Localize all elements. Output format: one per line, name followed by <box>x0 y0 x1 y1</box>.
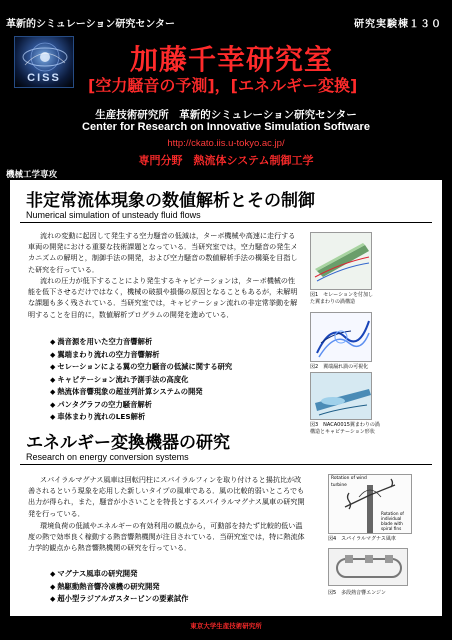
list-item: ◆ セレーションによる翼の空力騒音の低減に関する研究 <box>50 361 232 374</box>
figure-2-caption: 図2 翼端漏れ渦の可視化 <box>310 364 369 370</box>
figure-2-tip-vortex <box>310 312 372 362</box>
ciss-logo <box>14 36 74 88</box>
list-item: ◆ キャビテーション流れ予測手法の高度化 <box>50 374 232 387</box>
logo-text: CISS <box>27 72 61 84</box>
list-item: ◆ 熱流体音響現象の超並列計算システムの開発 <box>50 386 232 399</box>
list-item: ◆ 渦音源を用いた空力音響解析 <box>50 336 232 349</box>
list-item: ◆ パンタグラフの空力騒音解析 <box>50 399 232 412</box>
list-item: ◆ マグナス風車の研究開発 <box>50 568 188 581</box>
section1-paragraph-1: 流れの変動に起因して発生する空力騒音の低減は，ターボ機械や高速に走行する車両の開発における重要な技術課題となっている．当研究室では，空力騒音の発生メカニズムの解明と，制御手法の開発，および空力騒音の数値解析手法の構築を目指した研究を行っている． <box>28 231 298 274</box>
list-item: ◆ 車体まわり流れのLES解析 <box>50 411 232 424</box>
section2-paragraph-1: スパイラルマグナス風車は回転円柱にスパイラルフィンを取り付けると揚抗比が改善されるという現象を応用した新しいタイプの風車である．風の比較的弱いところでも出力が得られ，また，騒音が小さいことを特長とするスパイラルマグナス風車の研究開発を行っている． <box>28 475 305 518</box>
section2-subtitle: Research on energy conversion systems <box>26 452 189 462</box>
figure-5-thermoacoustic-engine <box>328 548 408 586</box>
section2-divider <box>20 464 432 465</box>
specialty-field: 専門分野 熱流体システム制御工学 <box>138 154 314 167</box>
list-item: ◆ 超小型ラジアルガスタービンの要素試作 <box>50 593 188 606</box>
list-item: ◆ 翼端まわり流れの空力音響解析 <box>50 349 232 362</box>
header-building-text: 研究実験棟１３０ <box>354 19 442 30</box>
section1-paragraph-2: 流れの圧力が低下することにより発生するキャビテーションは，ターボ機械の性能を低下させるだけではなく，機械の破損や損傷の原因となることもあるが，未解明な課題も多く残されている．当研究室では，キャビテーション流れの非定常挙動を解明することを目的に，数値解析プログラムの開発を進めている． <box>28 276 298 319</box>
footer-university: 東京大学生産技術研究所 <box>190 622 262 630</box>
header-left-text: 革新的シミュレーション研究センター <box>6 19 175 30</box>
list-item: ◆ 熱駆動熱音響冷凍機の研究開発 <box>50 581 188 594</box>
content-panel <box>10 180 442 616</box>
section2-bullet-list <box>50 568 188 606</box>
lab-url-link[interactable]: http://ckato.iis.u-tokyo.ac.jp/ <box>167 138 285 149</box>
section1-bullet-list <box>50 336 232 424</box>
figure-1-caption: 図1 セレーションを付加した翼まわりの渦構造 <box>310 292 373 305</box>
section1-title: 非定常流体現象の数値解析とその制御 <box>26 191 315 211</box>
lab-name: 加藤千幸研究室 <box>130 43 334 76</box>
section1-divider <box>20 222 432 223</box>
section2-title: エネルギー変換機器の研究 <box>26 433 230 453</box>
figure-4-spiral-magnus <box>328 474 412 534</box>
figure-3-naca-cavitation <box>310 372 372 420</box>
institute-japanese: 生産技術研究所 革新的シミュレーション研究センター <box>95 109 357 121</box>
section1-subtitle: Numerical simulation of unsteady fluid flows <box>26 210 201 220</box>
figure-4-label-rotation: Rotation of wind turbine <box>331 476 367 488</box>
institute-english: Center for Research on Innovative Simulation Software <box>82 121 370 133</box>
section2-paragraph-2: 環境負荷の低減やエネルギーの有効利用の観点から，可動部を持たず比較的低い温度の熱で効率良く稼動する熱音響熱機関が注目されている．当研究室では，特に熱流体力学的観点から熱音響熱機関の研究を行っている． <box>28 521 305 553</box>
lab-subtitle: [空力騒音の予測]，[エネルギー変換] <box>88 76 358 95</box>
department-label: 機械工学専攻 <box>6 170 58 180</box>
figure-4-caption: 図4 スパイラルマグナス風車 <box>328 536 396 542</box>
figure-3-caption: 図3 NACA0015翼まわりの渦構造とキャビテーション形状 <box>310 422 380 435</box>
figure-4-label-blade: Rotation of individual blade with spiral fins <box>381 511 404 531</box>
figure-1-serration-wing <box>310 232 372 290</box>
figure-5-caption: 図5 多段熱音響エンジン <box>328 590 386 596</box>
